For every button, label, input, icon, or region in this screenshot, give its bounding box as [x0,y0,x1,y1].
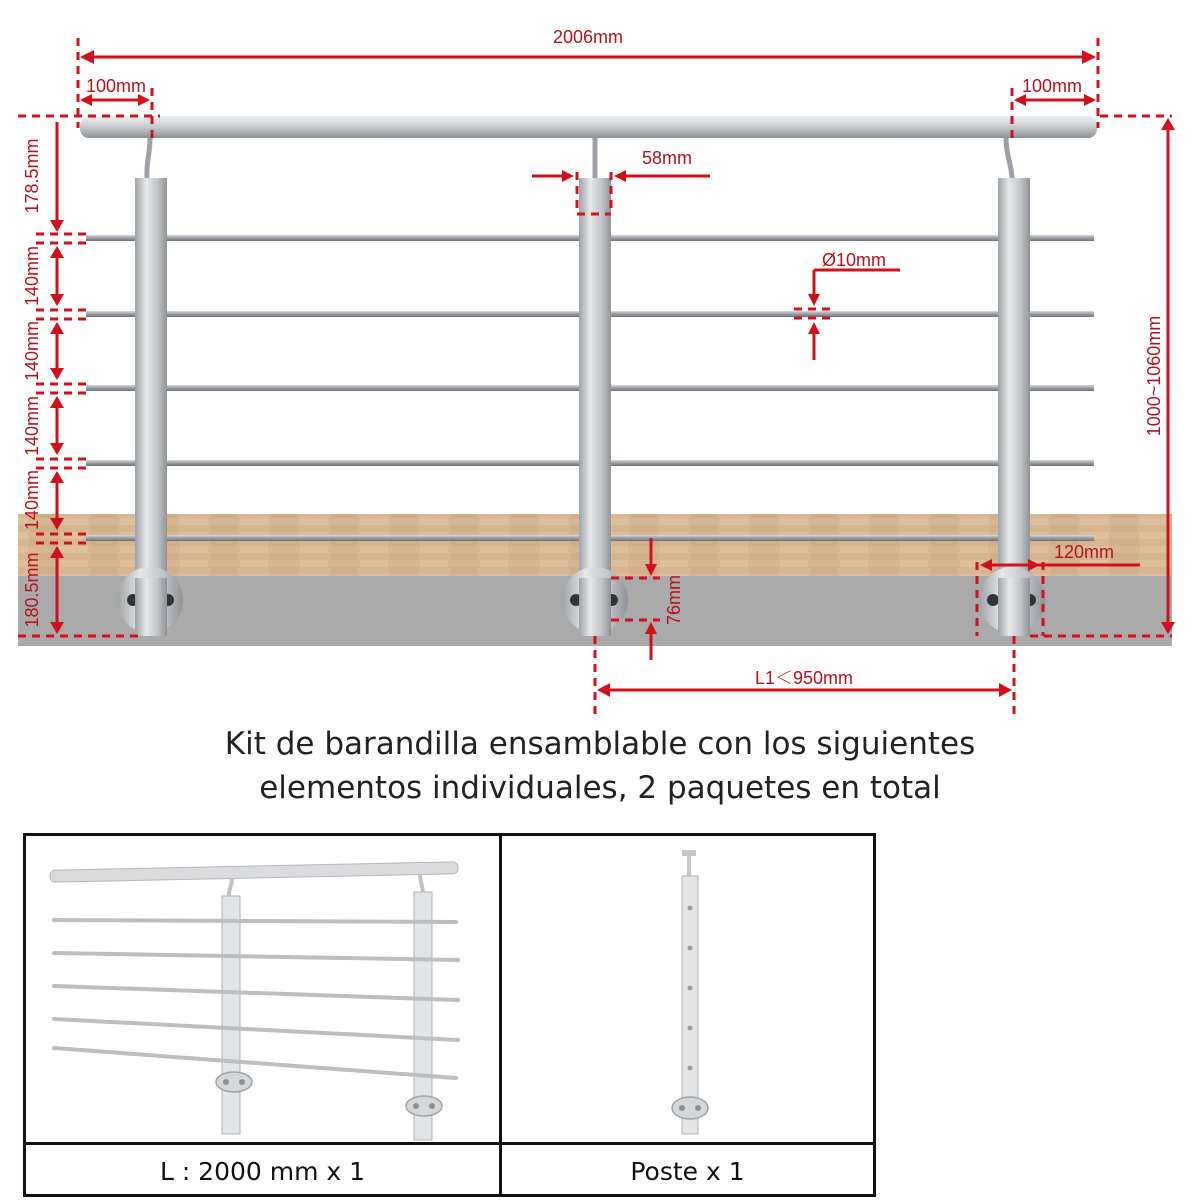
caption-line-1: Kit de barandilla ensamblable con los siguientes [224,726,976,762]
label-rod-spacing-3: 140mm [22,395,42,457]
kit-description [0,722,1200,810]
label-rod-spacing-4: 140mm [22,469,42,531]
label-post-distance: L1＜950mm [754,668,854,688]
item-label-post: Poste x 1 [502,1142,873,1197]
post-image [502,836,873,1142]
label-post-width: 58mm [642,148,693,168]
label-rod-spacing-2: 140mm [22,320,42,382]
label-rod-spacing-1: 140mm [22,245,42,307]
label-height: 1000~1060mm [1144,315,1164,437]
label-base-plate: 120mm [1054,542,1115,562]
table-divider [499,836,502,1194]
label-left-overhang: 100mm [85,76,147,96]
label-total-width: 2006mm [552,27,624,47]
railing-kit-image [26,836,499,1142]
label-right-overhang: 100mm [1021,76,1083,96]
label-mount-offset: 76mm [664,574,684,626]
caption-line-2: elementos individuales, 2 paquetes en total [259,770,941,806]
label-bottom-gap: 180.5mm [22,552,42,628]
rail-connectors [147,138,1012,178]
kit-contents-table [23,833,876,1197]
label-top-gap: 178.5mm [22,138,42,214]
item-label-rail: L : 2000 mm x 1 [26,1142,499,1197]
top-handrail [80,116,1097,138]
label-rod-diameter: Ø10mm [822,250,887,270]
